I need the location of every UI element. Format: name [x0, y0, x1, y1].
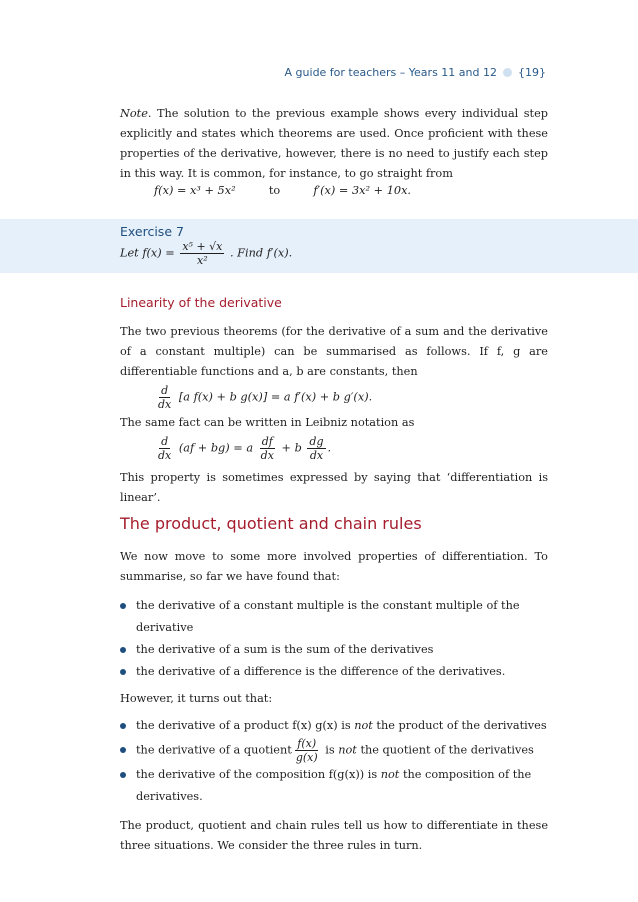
product-text-a: the derivative of a product f(x) g(x) is: [136, 719, 355, 732]
linearity-p3: This property is sometimes expressed by saying that ‘differentiation is linear’.: [120, 471, 548, 504]
linearity-p2: The same fact can be written in Leibniz notation as: [120, 416, 415, 429]
exercise-numerator: x⁵ + √x: [182, 240, 223, 253]
eq1-d: d: [161, 384, 169, 397]
page-number: {19}: [518, 66, 546, 79]
exercise-statement: [120, 240, 292, 267]
exercise-box: [0, 219, 638, 273]
note-eq-left: f(x) = x³ + 5x²: [154, 184, 236, 197]
list-item-composition: [120, 764, 548, 808]
rules-p1: We now move to some more involved properties of differentiation. To summarise, so far we have found that:: [120, 550, 548, 583]
rules-section: [120, 514, 548, 856]
eq2-df: df: [261, 435, 273, 448]
product-text-b: the product of the derivatives: [372, 719, 547, 732]
list-item-text: the derivative of a sum is the sum of the derivatives: [136, 643, 434, 656]
rules-list2: [120, 715, 548, 808]
note-lead: Note.: [120, 107, 152, 120]
composition-text-b: the composition of the derivatives.: [136, 768, 532, 803]
quotient-text-a: the derivative of a quotient: [136, 743, 292, 757]
eq2-plusb: + b: [281, 441, 302, 455]
exercise-title: Exercise 7: [120, 224, 184, 239]
quotient-not: not: [338, 743, 357, 757]
rules-p2: However, it turns out that:: [120, 692, 273, 705]
eq1-rest: [a f(x) + b g(x)] = a f′(x) + b g′(x).: [178, 390, 373, 404]
note-eq-to: to: [268, 184, 281, 197]
running-header: [285, 66, 546, 79]
bullet-icon: [120, 647, 126, 653]
list-item-quotient: [120, 737, 548, 764]
composition-not: not: [380, 768, 400, 781]
bullet-icon: [120, 747, 126, 753]
note-block: [120, 104, 548, 184]
quotient-text-b: the quotient of the derivatives: [356, 743, 534, 757]
linearity-heading: Linearity of the derivative: [120, 295, 282, 310]
note-equation: [154, 181, 554, 201]
eq2-df-fraction: [259, 435, 276, 462]
bullet-icon: [120, 603, 126, 609]
list-item-product: [120, 715, 548, 737]
list-item: [120, 661, 548, 683]
quotient-num: f(x): [297, 737, 317, 750]
note-paragraph: [120, 104, 548, 184]
exercise-denominator: x²: [197, 254, 208, 267]
eq2-dx: dx: [158, 449, 172, 462]
linearity-eq1: [154, 384, 548, 411]
eq2-dg-fraction: [307, 435, 325, 462]
eq2-dg-dx: dx: [309, 449, 324, 462]
list-item: [120, 595, 548, 639]
eq2-dg: dg: [309, 435, 324, 448]
bullet-icon: [120, 723, 126, 729]
composition-text-a: the derivative of the composition f(g(x)) is: [136, 768, 381, 781]
linearity-section: [120, 295, 548, 508]
eq2-d: d: [161, 435, 169, 448]
exercise-find: . Find f′(x).: [229, 246, 293, 260]
eq2-end: .: [327, 441, 332, 455]
quotient-den: g(x): [295, 751, 318, 764]
exercise-let: Let f(x) =: [120, 246, 175, 260]
quotient-fraction: [294, 737, 320, 764]
bullet-icon: [120, 772, 126, 778]
rules-list1: [120, 595, 548, 683]
eq1-derivative-operator: [156, 384, 173, 411]
exercise-fraction: [180, 240, 224, 267]
header-dot-icon: [503, 68, 512, 77]
product-not: not: [354, 719, 373, 732]
eq2-derivative-operator: [156, 435, 173, 462]
eq2-mid: (af + bg) = a: [178, 441, 254, 455]
eq1-dx: dx: [158, 398, 172, 411]
linearity-eq2: [154, 435, 548, 462]
linearity-p1: The two previous theorems (for the derivative of a sum and the derivative of a constant multiple) can be summarised as follows. If f, g are differentiable functions and a, b are constants, then: [120, 325, 548, 378]
note-eq-right: f′(x) = 3x² + 10x.: [313, 184, 412, 197]
eq2-df-dx: dx: [260, 449, 274, 462]
rules-heading: The product, quotient and chain rules: [120, 514, 422, 533]
list-item: [120, 639, 548, 661]
rules-p3: The product, quotient and chain rules tell us how to differentiate in these three situations. We consider the three rules in turn.: [120, 819, 548, 852]
header-title: A guide for teachers – Years 11 and 12: [284, 66, 497, 79]
quotient-mid: is: [321, 743, 339, 757]
note-text: The solution to the previous example shows every individual step explicitly and states which theorems are used. Once proficient with these properties of the derivative, however, there is no need to justify each step in this way. It is common, for instance, to go straight from: [120, 107, 548, 180]
list-item-text: the derivative of a constant multiple is the constant multiple of the derivative: [136, 599, 520, 634]
list-item-text: the derivative of a difference is the difference of the derivatives.: [136, 665, 506, 678]
bullet-icon: [120, 669, 126, 675]
